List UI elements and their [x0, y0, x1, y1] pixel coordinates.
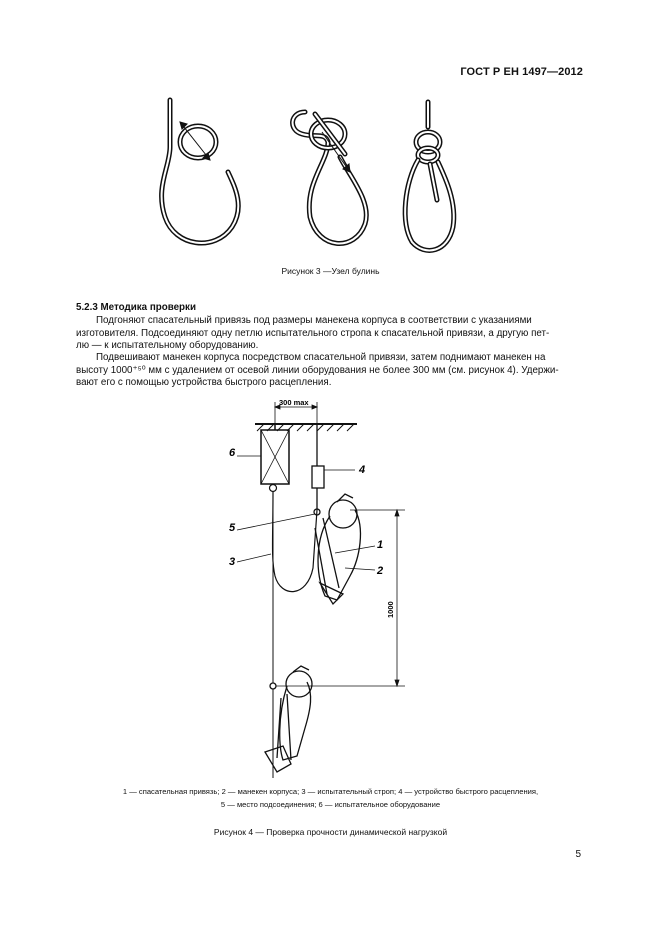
- torso-dummy-top: [315, 494, 360, 604]
- knot-step-2: [293, 112, 367, 243]
- label-1: 1: [377, 539, 384, 551]
- test-lanyard: [273, 492, 318, 592]
- document-header: ГОСТ Р ЕН 1497—2012: [460, 66, 583, 78]
- label-2: 2: [377, 565, 384, 577]
- label-5: 5: [229, 522, 236, 534]
- text-line: вают его с помощью устройства быстрого расцепления.: [76, 377, 332, 388]
- label-6: 6: [229, 447, 236, 459]
- quick-release-device: [312, 424, 324, 510]
- label-3: 3: [229, 556, 236, 568]
- test-equipment: [261, 424, 289, 492]
- figure4-legend-line1: 1 — спасательная привязь; 2 — манекен корпуса; 3 — испытательный строп; 4 — устройство быстрого расцепления,: [122, 787, 539, 796]
- dimension-top-label: 300 max: [279, 398, 309, 407]
- knot-step-1: [162, 100, 239, 243]
- text-line: лю — к испытательному оборудованию.: [76, 340, 259, 351]
- section-heading: 5.2.3 Методика проверки: [76, 302, 196, 313]
- figure3-caption: Рисунок 3 —Узел булинь: [281, 266, 380, 276]
- text-line: Подвешивают манекен корпуса посредством спасательной привязи, затем поднимают манекен на: [96, 352, 546, 363]
- connection-point-bottom: [270, 683, 276, 689]
- dimension-side-label: 1000: [386, 601, 395, 618]
- page-number: 5: [575, 849, 581, 860]
- text-line: высоту 1000⁺⁵⁰ мм с удалением от осевой линии оборудования не более 300 мм (см. рисунок 4). Удержи-: [76, 364, 559, 376]
- label-4: 4: [359, 464, 366, 476]
- dimension-1000: [275, 510, 405, 686]
- torso-dummy-bottom: [265, 666, 312, 772]
- knot-step-3: [405, 102, 454, 250]
- text-line: Подгоняют спасательный привязь под размеры манекена корпуса в соответствии с указаниями: [96, 315, 532, 326]
- leader-lines: [237, 456, 375, 570]
- text-line: изготовителя. Подсоединяют одну петлю испытательного стропа к спасательной привязи, а другую пет-: [76, 327, 550, 339]
- figure4-caption: Рисунок 4 — Проверка прочности динамической нагрузкой: [213, 827, 448, 837]
- figure-bowline-knot: [150, 92, 470, 262]
- paragraph-1: [76, 315, 580, 353]
- paragraph-2: [76, 352, 580, 390]
- figure4-legend-line2: 5 — место подсоединения; 6 — испытательное оборудование: [220, 800, 441, 809]
- figure-test-rig: [215, 398, 405, 783]
